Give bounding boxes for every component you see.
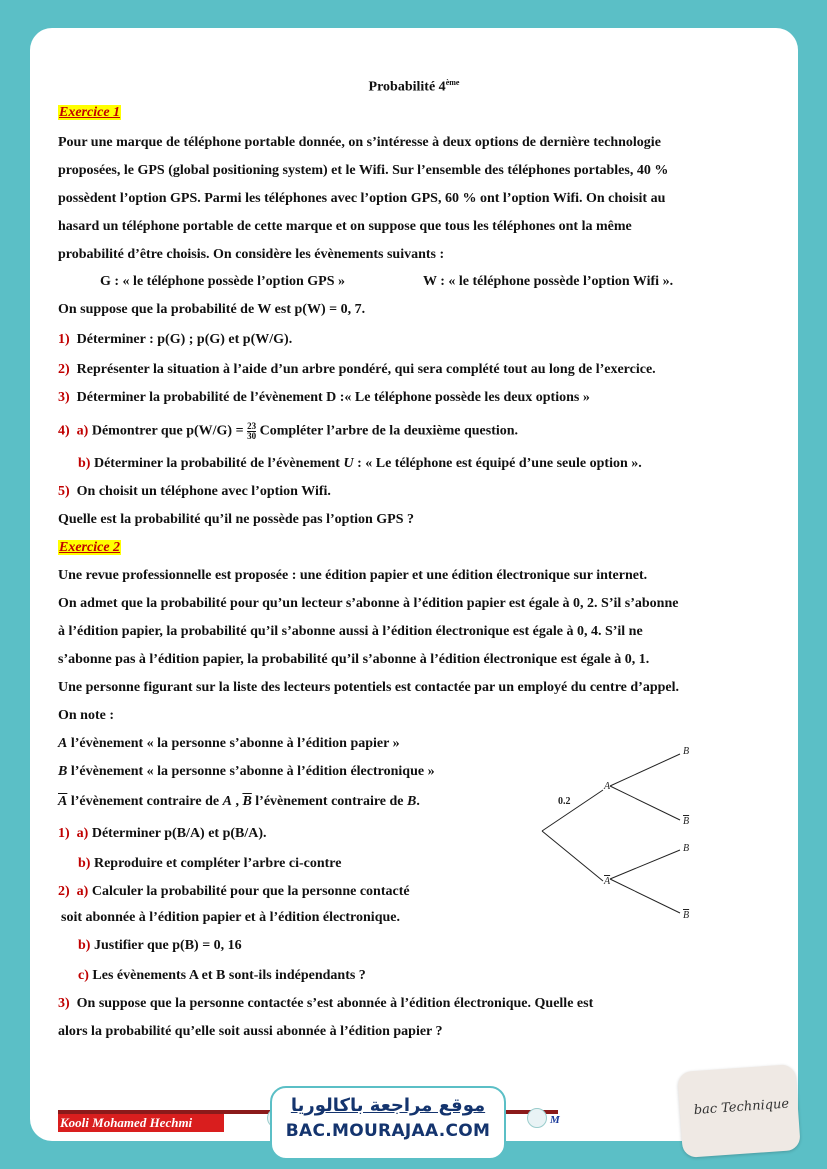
event-G: G : « le téléphone possède l’option GPS » [100, 274, 346, 289]
question-4a: 4) a) Démontrer que p(W/G) = $\frac{23}{30}$ Compléter l’arbre de la deuxième question. [58, 421, 519, 441]
ex2-question-2a-cont: soit abonnée à l’édition papier et à l’édition électronique. [61, 910, 400, 925]
tree-node-A: A [604, 781, 611, 792]
footer-author: Kooli Mohamed Hechmi [58, 1114, 224, 1132]
tree-weight-label: 0.2 [558, 796, 571, 807]
footer-logo-icon [527, 1108, 547, 1128]
hypothesis: On suppose que la probabilité de W est p(W) = 0, 7. [58, 302, 366, 317]
ex2-paragraph-line: s’abonne pas à l’édition papier, la probabilité qu’il s’abonne à l’édition électronique est égale à 0, 1. [58, 652, 650, 667]
footer-mark: M [550, 1114, 560, 1126]
ex1-paragraph-line: hasard un téléphone portable de cette marque et on suppose que tous les téléphones ont la même [58, 219, 632, 234]
promo-url-link[interactable]: BAC.MOURAJAA.COM [285, 1121, 491, 1141]
question-5: 5) On choisit un téléphone avec l’option Wifi. [58, 484, 331, 499]
tree-leaf-Bbar: B [683, 910, 690, 921]
page-title: Probabilité 4ème [368, 78, 460, 95]
ex1-paragraph-line: probabilité d’être choisis. On considère les évènements suivants : [58, 247, 445, 262]
event-complements: $\overline{A}$ l’évènement contraire de A , $\overline{B}$ l’évènement contraire de B. [58, 794, 420, 809]
ex2-question-2b: b) Justifier que p(B) = 0, 16 [78, 938, 242, 953]
ex2-question-1b: b) Reproduire et compléter l’arbre ci-contre [78, 856, 342, 871]
question-1: 1) Déterminer : p(G) ; p(G) et p(W/G). [58, 332, 293, 347]
tree-branch [610, 879, 680, 913]
probability-tree [520, 738, 720, 928]
ex2-paragraph-line: Une personne figurant sur la liste des lecteurs potentiels est contactée par un employé du centre d’appel. [58, 680, 680, 695]
ex1-paragraph-line: possèdent l’option GPS. Parmi les téléphones avec l’option GPS, 60 % ont l’option Wifi. On choisit au [58, 191, 666, 206]
tree-node-Abar: A [604, 876, 611, 887]
tree-leaf-B: B [683, 746, 690, 757]
event-A: A l’évènement « la personne s’abonne à l’édition papier » [58, 736, 400, 751]
ex2-question-3: 3) On suppose que la personne contactée s’est abonnée à l’édition électronique. Quelle est [58, 996, 594, 1011]
ex2-question-2c: c) Les évènements A et B sont-ils indépendants ? [78, 968, 366, 983]
document-page [30, 28, 798, 1141]
ex2-question-3-cont: alors la probabilité qu’elle soit aussi abonnée à l’édition papier ? [58, 1024, 443, 1039]
tree-branch [542, 831, 603, 881]
tree-branch [610, 786, 680, 820]
ex2-paragraph-line: à l’édition papier, la probabilité qu’il s’abonne aussi à l’édition électronique est égale à 0, 4. S’il ne [58, 624, 643, 639]
question-5-followup: Quelle est la probabilité qu’il ne possède pas l’option GPS ? [58, 512, 415, 527]
exercise-2-heading: Exercice 2 [59, 540, 121, 555]
promo-banner[interactable] [270, 1086, 506, 1160]
tree-branch [610, 850, 680, 879]
tree-branch [542, 790, 603, 831]
ex2-question-2a: 2) a) Calculer la probabilité pour que la personne contacté [58, 884, 410, 899]
ex1-paragraph-line: Pour une marque de téléphone portable donnée, on s’intéresse à deux options de dernière technologie [58, 135, 661, 150]
tree-branch [610, 754, 680, 786]
fraction: $\frac{23}{30}$ [247, 421, 257, 441]
promo-arabic-text: موقع مراجعة باكالوريا [290, 1095, 486, 1116]
tree-leaf-Bbar: B [683, 816, 690, 827]
ex2-paragraph-line: On admet que la probabilité pour qu’un lecteur s’abonne à l’édition papier est égale à 0, 2. S’il s’abonne [58, 596, 679, 611]
ex1-paragraph-line: proposées, le GPS (global positioning system) et le Wifi. Sur l’ensemble des téléphones portables, 40 % [58, 163, 669, 178]
question-2: 2) Représenter la situation à l’aide d’un arbre pondéré, qui sera complété tout au long de l’exercice. [58, 362, 656, 377]
ex2-question-1a: 1) a) Déterminer p(B/A) et p(B/A). [58, 826, 267, 841]
tree-leaf-B: B [683, 843, 690, 854]
question-4b: b) Déterminer la probabilité de l’évènement U : « Le téléphone est équipé d’une seule option ». [78, 456, 642, 471]
bac-technique-badge: bac Technique [677, 1064, 801, 1158]
exercise-1-heading: Exercice 1 [59, 105, 121, 120]
event-B: B l’évènement « la personne s’abonne à l’édition électronique » [58, 764, 435, 779]
event-W: W : « le téléphone possède l’option Wifi ». [423, 274, 674, 289]
ex2-note: On note : [58, 708, 114, 723]
ex2-paragraph-line: Une revue professionnelle est proposée : une édition papier et une édition électronique sur internet. [58, 568, 648, 583]
question-3: 3) Déterminer la probabilité de l’évènement D :« Le téléphone possède les deux options » [58, 390, 590, 405]
